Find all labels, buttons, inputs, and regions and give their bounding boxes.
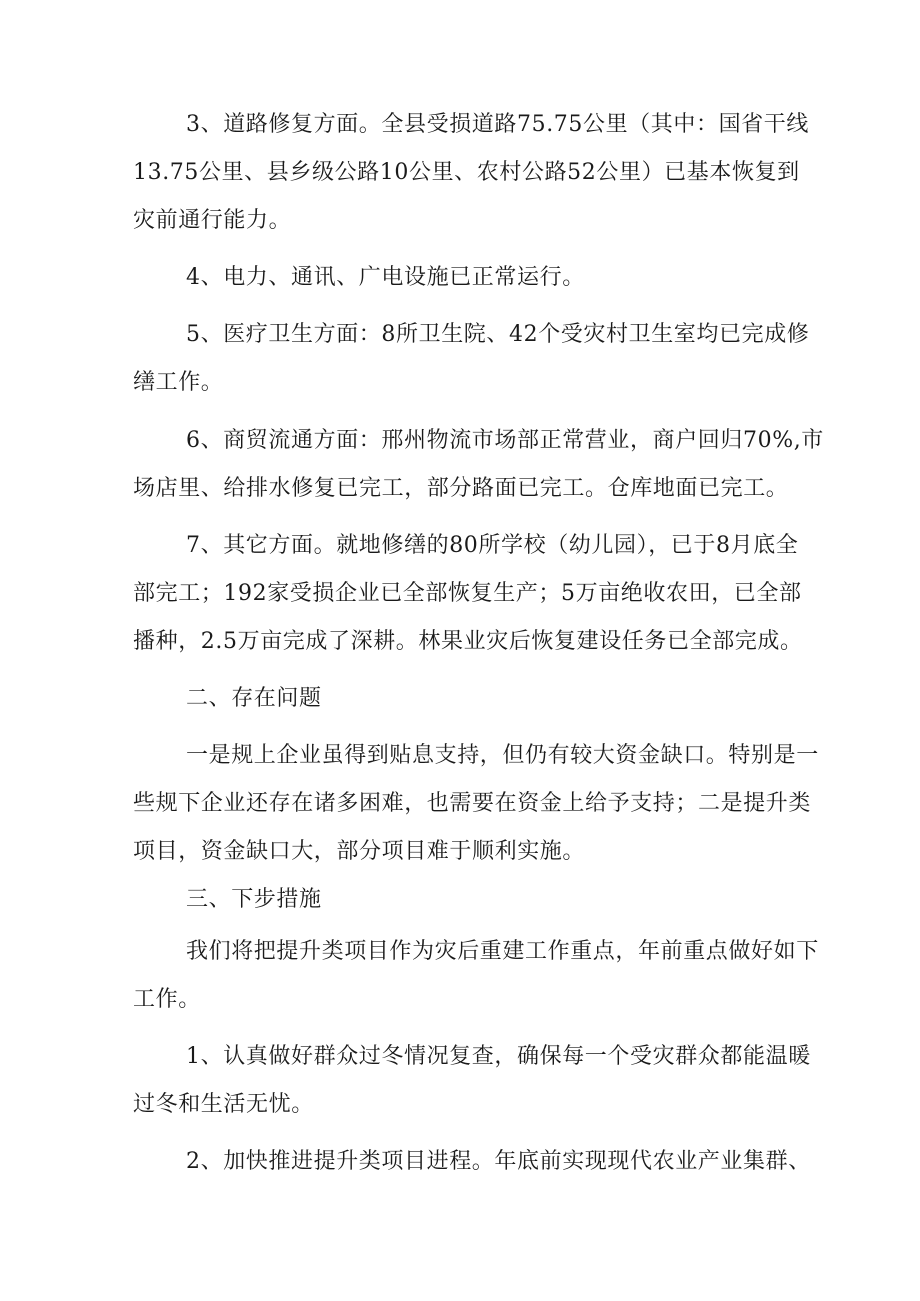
section-heading: 二、存在问题 (186, 686, 322, 711)
paragraph-line: 5、医疗卫生方面：8所卫生院、42个受灾村卫生室均已完成修 (186, 322, 810, 347)
paragraph-line: 4、电力、通讯、广电设施已正常运行。 (186, 265, 585, 290)
paragraph-line: 场店里、给排水修复已完工，部分路面已完工。仓库地面已完工。 (133, 476, 789, 501)
paragraph-line: 13.75公里、县乡级公路10公里、农村公路52公里）已基本恢复到 (133, 160, 800, 185)
paragraph-line: 些规下企业还存在诸多困难，也需要在资金上给予支持；二是提升类 (133, 791, 812, 816)
paragraph-line: 6、商贸流通方面：邢州物流市场部正常营业，商户回归70%,市 (186, 428, 824, 453)
paragraph-line: 7、其它方面。就地修缮的80所学校（幼儿园），已于8月底全 (186, 533, 799, 558)
paragraph-line: 1、认真做好群众过冬情况复查，确保每一个受灾群众都能温暖 (186, 1044, 811, 1069)
paragraph-line: 一是规上企业虽得到贴息支持，但仍有较大资金缺口。特别是一 (186, 743, 819, 768)
paragraph-line: 工作。 (133, 987, 201, 1012)
paragraph-line: 我们将把提升类项目作为灾后重建工作重点，年前重点做好如下 (186, 939, 819, 964)
paragraph-line: 灾前通行能力。 (133, 208, 292, 233)
paragraph-line: 部完工；192家受损企业已全部恢复生产；5万亩绝收农田，已全部 (133, 581, 802, 606)
paragraph-line: 缮工作。 (133, 370, 224, 395)
paragraph-line: 播种，2.5万亩完成了深耕。林果业灾后恢复建设任务已全部完成。 (133, 629, 803, 654)
paragraph-line: 3、道路修复方面。全县受损道路75.75公里（其中：国省干线 (186, 112, 809, 137)
section-heading: 三、下步措施 (186, 887, 322, 912)
paragraph-line: 项目，资金缺口大，部分项目难于顺利实施。 (133, 839, 586, 864)
paragraph-line: 2、加快推进提升类项目进程。年底前实现现代农业产业集群、 (186, 1149, 811, 1174)
paragraph-line: 过冬和生活无忧。 (133, 1092, 314, 1117)
